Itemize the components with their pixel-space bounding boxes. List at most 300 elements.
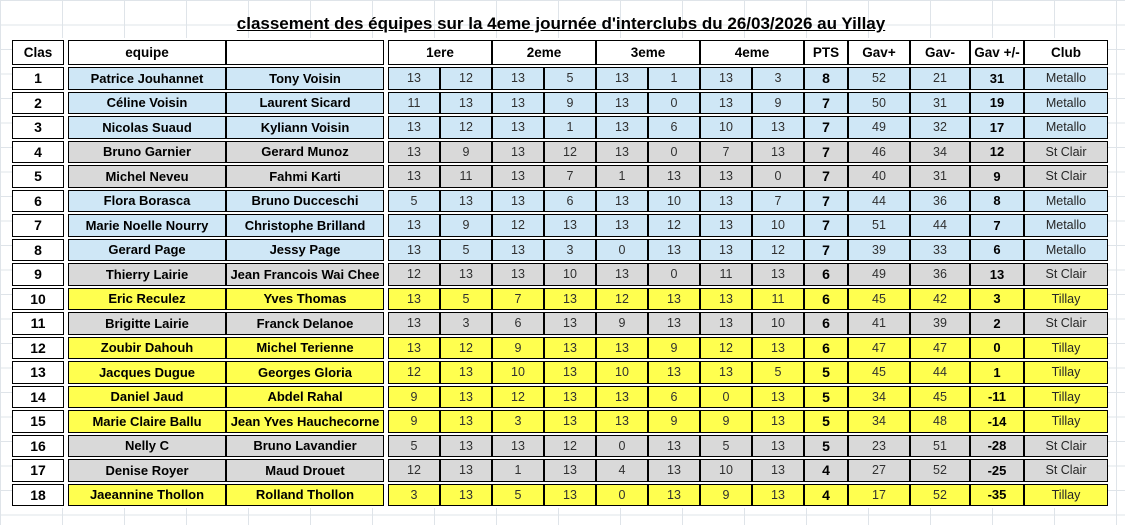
club-cell: Metallo	[1024, 239, 1108, 262]
score-cell-3: 6	[492, 312, 544, 335]
score-cell-4: 13	[544, 484, 596, 507]
gav-minus-cell: 51	[910, 435, 970, 458]
ranking-table-body	[12, 67, 1108, 506]
gav-diff-cell: 1	[970, 361, 1024, 384]
score-cell-7: 13	[700, 239, 752, 262]
gav-diff-cell: 17	[970, 116, 1024, 139]
score-cell-7: 13	[700, 214, 752, 237]
score-cell-6: 9	[648, 410, 700, 433]
score-cell-1: 13	[388, 165, 440, 188]
header-row	[12, 40, 1108, 65]
score-cell-8: 5	[752, 361, 804, 384]
player1-cell: Michel Neveu	[68, 165, 226, 188]
player1-cell: Marie Claire Ballu	[68, 410, 226, 433]
score-cell-6: 1	[648, 67, 700, 90]
score-cell-5: 0	[596, 484, 648, 507]
player1-cell: Nelly C	[68, 435, 226, 458]
gav-minus-cell: 44	[910, 361, 970, 384]
player1-cell: Céline Voisin	[68, 92, 226, 115]
player1-cell: Nicolas Suaud	[68, 116, 226, 139]
score-cell-3: 5	[492, 484, 544, 507]
club-cell: St Clair	[1024, 141, 1108, 164]
pts-cell: 7	[804, 190, 848, 213]
score-cell-4: 7	[544, 165, 596, 188]
score-cell-1: 5	[388, 190, 440, 213]
gav-plus-cell: 50	[848, 92, 910, 115]
score-cell-2: 13	[440, 435, 492, 458]
gav-diff-cell: 3	[970, 288, 1024, 311]
club-cell: St Clair	[1024, 263, 1108, 286]
pts-cell: 8	[804, 67, 848, 90]
header-clas: Clas	[12, 40, 64, 65]
score-cell-3: 13	[492, 141, 544, 164]
club-cell: Tillay	[1024, 288, 1108, 311]
score-cell-3: 7	[492, 288, 544, 311]
rank-cell: 12	[12, 337, 64, 360]
score-cell-8: 11	[752, 288, 804, 311]
gav-diff-cell: -25	[970, 459, 1024, 482]
score-cell-2: 13	[440, 386, 492, 409]
score-cell-2: 9	[440, 214, 492, 237]
gav-minus-cell: 32	[910, 116, 970, 139]
player1-cell: Zoubir Dahouh	[68, 337, 226, 360]
pts-cell: 6	[804, 337, 848, 360]
gav-plus-cell: 45	[848, 361, 910, 384]
header-equipe-2	[226, 40, 384, 65]
score-cell-4: 12	[544, 141, 596, 164]
gav-plus-cell: 46	[848, 141, 910, 164]
score-cell-4: 13	[544, 214, 596, 237]
score-cell-1: 13	[388, 67, 440, 90]
score-cell-2: 5	[440, 288, 492, 311]
score-cell-5: 4	[596, 459, 648, 482]
score-cell-5: 13	[596, 337, 648, 360]
pts-cell: 7	[804, 165, 848, 188]
gav-diff-cell: -35	[970, 484, 1024, 507]
club-cell: Tillay	[1024, 410, 1108, 433]
table-row	[12, 92, 1108, 115]
player1-cell: Daniel Jaud	[68, 386, 226, 409]
table-row	[12, 435, 1108, 458]
player2-cell: Georges Gloria	[226, 361, 384, 384]
score-cell-2: 5	[440, 239, 492, 262]
score-cell-2: 11	[440, 165, 492, 188]
score-cell-5: 10	[596, 361, 648, 384]
player2-cell: Tony Voisin	[226, 67, 384, 90]
club-cell: Metallo	[1024, 92, 1108, 115]
rank-cell: 16	[12, 435, 64, 458]
score-cell-7: 13	[700, 92, 752, 115]
header-gav-diff: Gav +/-	[970, 40, 1024, 65]
score-cell-1: 12	[388, 459, 440, 482]
table-row	[12, 239, 1108, 262]
pts-cell: 6	[804, 312, 848, 335]
score-cell-7: 9	[700, 410, 752, 433]
table-row	[12, 288, 1108, 311]
table-row	[12, 116, 1108, 139]
score-cell-6: 0	[648, 263, 700, 286]
score-cell-4: 1	[544, 116, 596, 139]
player1-cell: Brigitte Lairie	[68, 312, 226, 335]
player2-cell: Kyliann Voisin	[226, 116, 384, 139]
table-row	[12, 312, 1108, 335]
score-cell-2: 12	[440, 337, 492, 360]
score-cell-7: 5	[700, 435, 752, 458]
score-cell-1: 9	[388, 386, 440, 409]
gav-diff-cell: -14	[970, 410, 1024, 433]
table-row	[12, 263, 1108, 286]
score-cell-6: 6	[648, 386, 700, 409]
ranking-table	[12, 38, 1108, 508]
gav-plus-cell: 23	[848, 435, 910, 458]
table-title: classement des équipes sur la 4eme journée d'interclubs du 26/03/2026 au Yillay	[236, 14, 886, 33]
score-cell-5: 9	[596, 312, 648, 335]
pts-cell: 5	[804, 435, 848, 458]
gav-plus-cell: 49	[848, 263, 910, 286]
score-cell-3: 12	[492, 386, 544, 409]
player2-cell: Abdel Rahal	[226, 386, 384, 409]
score-cell-7: 0	[700, 386, 752, 409]
player1-cell: Jaeannine Thollon	[68, 484, 226, 507]
gav-minus-cell: 33	[910, 239, 970, 262]
club-cell: St Clair	[1024, 165, 1108, 188]
score-cell-5: 13	[596, 263, 648, 286]
score-cell-1: 13	[388, 214, 440, 237]
score-cell-8: 13	[752, 484, 804, 507]
gav-plus-cell: 27	[848, 459, 910, 482]
score-cell-3: 13	[492, 92, 544, 115]
club-cell: Tillay	[1024, 386, 1108, 409]
club-cell: Metallo	[1024, 214, 1108, 237]
score-cell-7: 9	[700, 484, 752, 507]
header-pts: PTS	[804, 40, 848, 65]
score-cell-4: 13	[544, 459, 596, 482]
score-cell-5: 1	[596, 165, 648, 188]
score-cell-1: 13	[388, 288, 440, 311]
gav-plus-cell: 34	[848, 410, 910, 433]
table-row	[12, 386, 1108, 409]
pts-cell: 7	[804, 92, 848, 115]
score-cell-2: 13	[440, 410, 492, 433]
gav-diff-cell: 2	[970, 312, 1024, 335]
gav-minus-cell: 48	[910, 410, 970, 433]
rank-cell: 11	[12, 312, 64, 335]
gav-minus-cell: 31	[910, 165, 970, 188]
score-cell-2: 13	[440, 361, 492, 384]
pts-cell: 7	[804, 214, 848, 237]
club-cell: Metallo	[1024, 116, 1108, 139]
score-cell-4: 3	[544, 239, 596, 262]
score-cell-3: 10	[492, 361, 544, 384]
score-cell-3: 12	[492, 214, 544, 237]
rank-cell: 1	[12, 67, 64, 90]
score-cell-3: 13	[492, 116, 544, 139]
header-club: Club	[1024, 40, 1108, 65]
score-cell-5: 13	[596, 92, 648, 115]
gav-plus-cell: 39	[848, 239, 910, 262]
pts-cell: 7	[804, 116, 848, 139]
score-cell-5: 13	[596, 386, 648, 409]
score-cell-3: 13	[492, 165, 544, 188]
score-cell-7: 13	[700, 190, 752, 213]
club-cell: St Clair	[1024, 312, 1108, 335]
score-cell-6: 13	[648, 435, 700, 458]
score-cell-3: 9	[492, 337, 544, 360]
header-gav-minus: Gav-	[910, 40, 970, 65]
score-cell-2: 12	[440, 67, 492, 90]
score-cell-8: 13	[752, 263, 804, 286]
player2-cell: Jessy Page	[226, 239, 384, 262]
pts-cell: 5	[804, 386, 848, 409]
score-cell-2: 13	[440, 190, 492, 213]
score-cell-1: 13	[388, 116, 440, 139]
score-cell-8: 13	[752, 337, 804, 360]
rank-cell: 10	[12, 288, 64, 311]
rank-cell: 3	[12, 116, 64, 139]
score-cell-7: 13	[700, 312, 752, 335]
score-cell-8: 13	[752, 410, 804, 433]
score-cell-3: 13	[492, 67, 544, 90]
score-cell-8: 3	[752, 67, 804, 90]
score-cell-1: 9	[388, 410, 440, 433]
score-cell-3: 13	[492, 263, 544, 286]
score-cell-7: 7	[700, 141, 752, 164]
score-cell-2: 9	[440, 141, 492, 164]
score-cell-6: 12	[648, 214, 700, 237]
gav-plus-cell: 47	[848, 337, 910, 360]
gav-diff-cell: 31	[970, 67, 1024, 90]
score-cell-5: 13	[596, 141, 648, 164]
gav-diff-cell: -11	[970, 386, 1024, 409]
score-cell-6: 13	[648, 288, 700, 311]
pts-cell: 4	[804, 484, 848, 507]
score-cell-6: 13	[648, 361, 700, 384]
table-row	[12, 361, 1108, 384]
table-row	[12, 410, 1108, 433]
score-cell-4: 12	[544, 435, 596, 458]
score-cell-6: 6	[648, 116, 700, 139]
gav-minus-cell: 42	[910, 288, 970, 311]
score-cell-4: 13	[544, 410, 596, 433]
rank-cell: 4	[12, 141, 64, 164]
table-row	[12, 459, 1108, 482]
gav-diff-cell: 7	[970, 214, 1024, 237]
score-cell-4: 13	[544, 361, 596, 384]
club-cell: Metallo	[1024, 67, 1108, 90]
header-round-3: 3eme	[596, 40, 700, 65]
player2-cell: Michel Terienne	[226, 337, 384, 360]
score-cell-7: 10	[700, 116, 752, 139]
player2-cell: Yves Thomas	[226, 288, 384, 311]
player1-cell: Jacques Dugue	[68, 361, 226, 384]
score-cell-3: 13	[492, 190, 544, 213]
score-cell-6: 13	[648, 165, 700, 188]
score-cell-5: 13	[596, 190, 648, 213]
score-cell-7: 11	[700, 263, 752, 286]
score-cell-8: 13	[752, 116, 804, 139]
table-row	[12, 190, 1108, 213]
score-cell-5: 13	[596, 116, 648, 139]
score-cell-8: 9	[752, 92, 804, 115]
rank-cell: 15	[12, 410, 64, 433]
score-cell-6: 9	[648, 337, 700, 360]
score-cell-1: 13	[388, 312, 440, 335]
score-cell-6: 13	[648, 484, 700, 507]
player2-cell: Fahmi Karti	[226, 165, 384, 188]
club-cell: Tillay	[1024, 361, 1108, 384]
gav-plus-cell: 45	[848, 288, 910, 311]
player2-cell: Maud Drouet	[226, 459, 384, 482]
table-row	[12, 67, 1108, 90]
rank-cell: 14	[12, 386, 64, 409]
score-cell-4: 5	[544, 67, 596, 90]
rank-cell: 5	[12, 165, 64, 188]
gav-plus-cell: 44	[848, 190, 910, 213]
gav-diff-cell: 12	[970, 141, 1024, 164]
gav-diff-cell: 6	[970, 239, 1024, 262]
score-cell-4: 13	[544, 312, 596, 335]
header-round-4: 4eme	[700, 40, 804, 65]
score-cell-7: 13	[700, 165, 752, 188]
pts-cell: 5	[804, 361, 848, 384]
score-cell-8: 0	[752, 165, 804, 188]
gav-minus-cell: 34	[910, 141, 970, 164]
score-cell-2: 13	[440, 459, 492, 482]
score-cell-2: 13	[440, 92, 492, 115]
score-cell-8: 13	[752, 141, 804, 164]
pts-cell: 5	[804, 410, 848, 433]
gav-plus-cell: 49	[848, 116, 910, 139]
table-row	[12, 165, 1108, 188]
gav-minus-cell: 47	[910, 337, 970, 360]
score-cell-1: 13	[388, 337, 440, 360]
gav-plus-cell: 52	[848, 67, 910, 90]
score-cell-1: 12	[388, 263, 440, 286]
gav-minus-cell: 52	[910, 459, 970, 482]
score-cell-2: 13	[440, 484, 492, 507]
player1-cell: Patrice Jouhannet	[68, 67, 226, 90]
player2-cell: Laurent Sicard	[226, 92, 384, 115]
rank-cell: 17	[12, 459, 64, 482]
header-round-2: 2eme	[492, 40, 596, 65]
player1-cell: Thierry Lairie	[68, 263, 226, 286]
score-cell-3: 3	[492, 410, 544, 433]
score-cell-1: 11	[388, 92, 440, 115]
gav-diff-cell: 13	[970, 263, 1024, 286]
player2-cell: Gerard Munoz	[226, 141, 384, 164]
player1-cell: Denise Royer	[68, 459, 226, 482]
score-cell-6: 0	[648, 141, 700, 164]
gav-minus-cell: 21	[910, 67, 970, 90]
score-cell-8: 13	[752, 459, 804, 482]
score-cell-3: 13	[492, 435, 544, 458]
gav-diff-cell: 8	[970, 190, 1024, 213]
table-row	[12, 484, 1108, 507]
score-cell-3: 13	[492, 239, 544, 262]
club-cell: Tillay	[1024, 484, 1108, 507]
player2-cell: Rolland Thollon	[226, 484, 384, 507]
score-cell-5: 0	[596, 435, 648, 458]
gav-plus-cell: 17	[848, 484, 910, 507]
score-cell-6: 0	[648, 92, 700, 115]
rank-cell: 6	[12, 190, 64, 213]
player2-cell: Jean Yves Hauchecorne	[226, 410, 384, 433]
gav-plus-cell: 40	[848, 165, 910, 188]
score-cell-8: 13	[752, 435, 804, 458]
pts-cell: 6	[804, 288, 848, 311]
club-cell: Tillay	[1024, 337, 1108, 360]
player1-cell: Flora Borasca	[68, 190, 226, 213]
score-cell-8: 12	[752, 239, 804, 262]
score-cell-1: 13	[388, 239, 440, 262]
gav-minus-cell: 36	[910, 190, 970, 213]
table-row	[12, 141, 1108, 164]
gav-minus-cell: 39	[910, 312, 970, 335]
score-cell-4: 13	[544, 288, 596, 311]
score-cell-5: 12	[596, 288, 648, 311]
score-cell-6: 13	[648, 459, 700, 482]
club-cell: St Clair	[1024, 435, 1108, 458]
score-cell-1: 13	[388, 141, 440, 164]
pts-cell: 7	[804, 239, 848, 262]
score-cell-5: 0	[596, 239, 648, 262]
player1-cell: Eric Reculez	[68, 288, 226, 311]
score-cell-4: 6	[544, 190, 596, 213]
score-cell-5: 13	[596, 67, 648, 90]
pts-cell: 6	[804, 263, 848, 286]
rank-cell: 8	[12, 239, 64, 262]
score-cell-6: 13	[648, 239, 700, 262]
gav-minus-cell: 31	[910, 92, 970, 115]
gav-minus-cell: 44	[910, 214, 970, 237]
score-cell-8: 13	[752, 386, 804, 409]
gav-diff-cell: 9	[970, 165, 1024, 188]
player1-cell: Marie Noelle Nourry	[68, 214, 226, 237]
rank-cell: 2	[12, 92, 64, 115]
rank-cell: 18	[12, 484, 64, 507]
score-cell-6: 10	[648, 190, 700, 213]
rank-cell: 9	[12, 263, 64, 286]
score-cell-7: 10	[700, 459, 752, 482]
table-row	[12, 337, 1108, 360]
score-cell-7: 13	[700, 361, 752, 384]
score-cell-7: 12	[700, 337, 752, 360]
score-cell-8: 7	[752, 190, 804, 213]
player2-cell: Jean Francois Wai Chee	[226, 263, 384, 286]
score-cell-4: 9	[544, 92, 596, 115]
club-cell: St Clair	[1024, 459, 1108, 482]
gav-diff-cell: 0	[970, 337, 1024, 360]
rank-cell: 7	[12, 214, 64, 237]
score-cell-4: 13	[544, 337, 596, 360]
gav-plus-cell: 41	[848, 312, 910, 335]
score-cell-4: 13	[544, 386, 596, 409]
score-cell-2: 13	[440, 263, 492, 286]
header-equipe: equipe	[68, 40, 226, 65]
score-cell-7: 13	[700, 67, 752, 90]
club-cell: Metallo	[1024, 190, 1108, 213]
gav-plus-cell: 34	[848, 386, 910, 409]
player2-cell: Bruno Ducceschi	[226, 190, 384, 213]
header-round-1: 1ere	[388, 40, 492, 65]
gav-minus-cell: 52	[910, 484, 970, 507]
score-cell-2: 3	[440, 312, 492, 335]
gav-minus-cell: 36	[910, 263, 970, 286]
score-cell-7: 13	[700, 288, 752, 311]
score-cell-1: 12	[388, 361, 440, 384]
score-cell-5: 13	[596, 410, 648, 433]
header-gav-plus: Gav+	[848, 40, 910, 65]
